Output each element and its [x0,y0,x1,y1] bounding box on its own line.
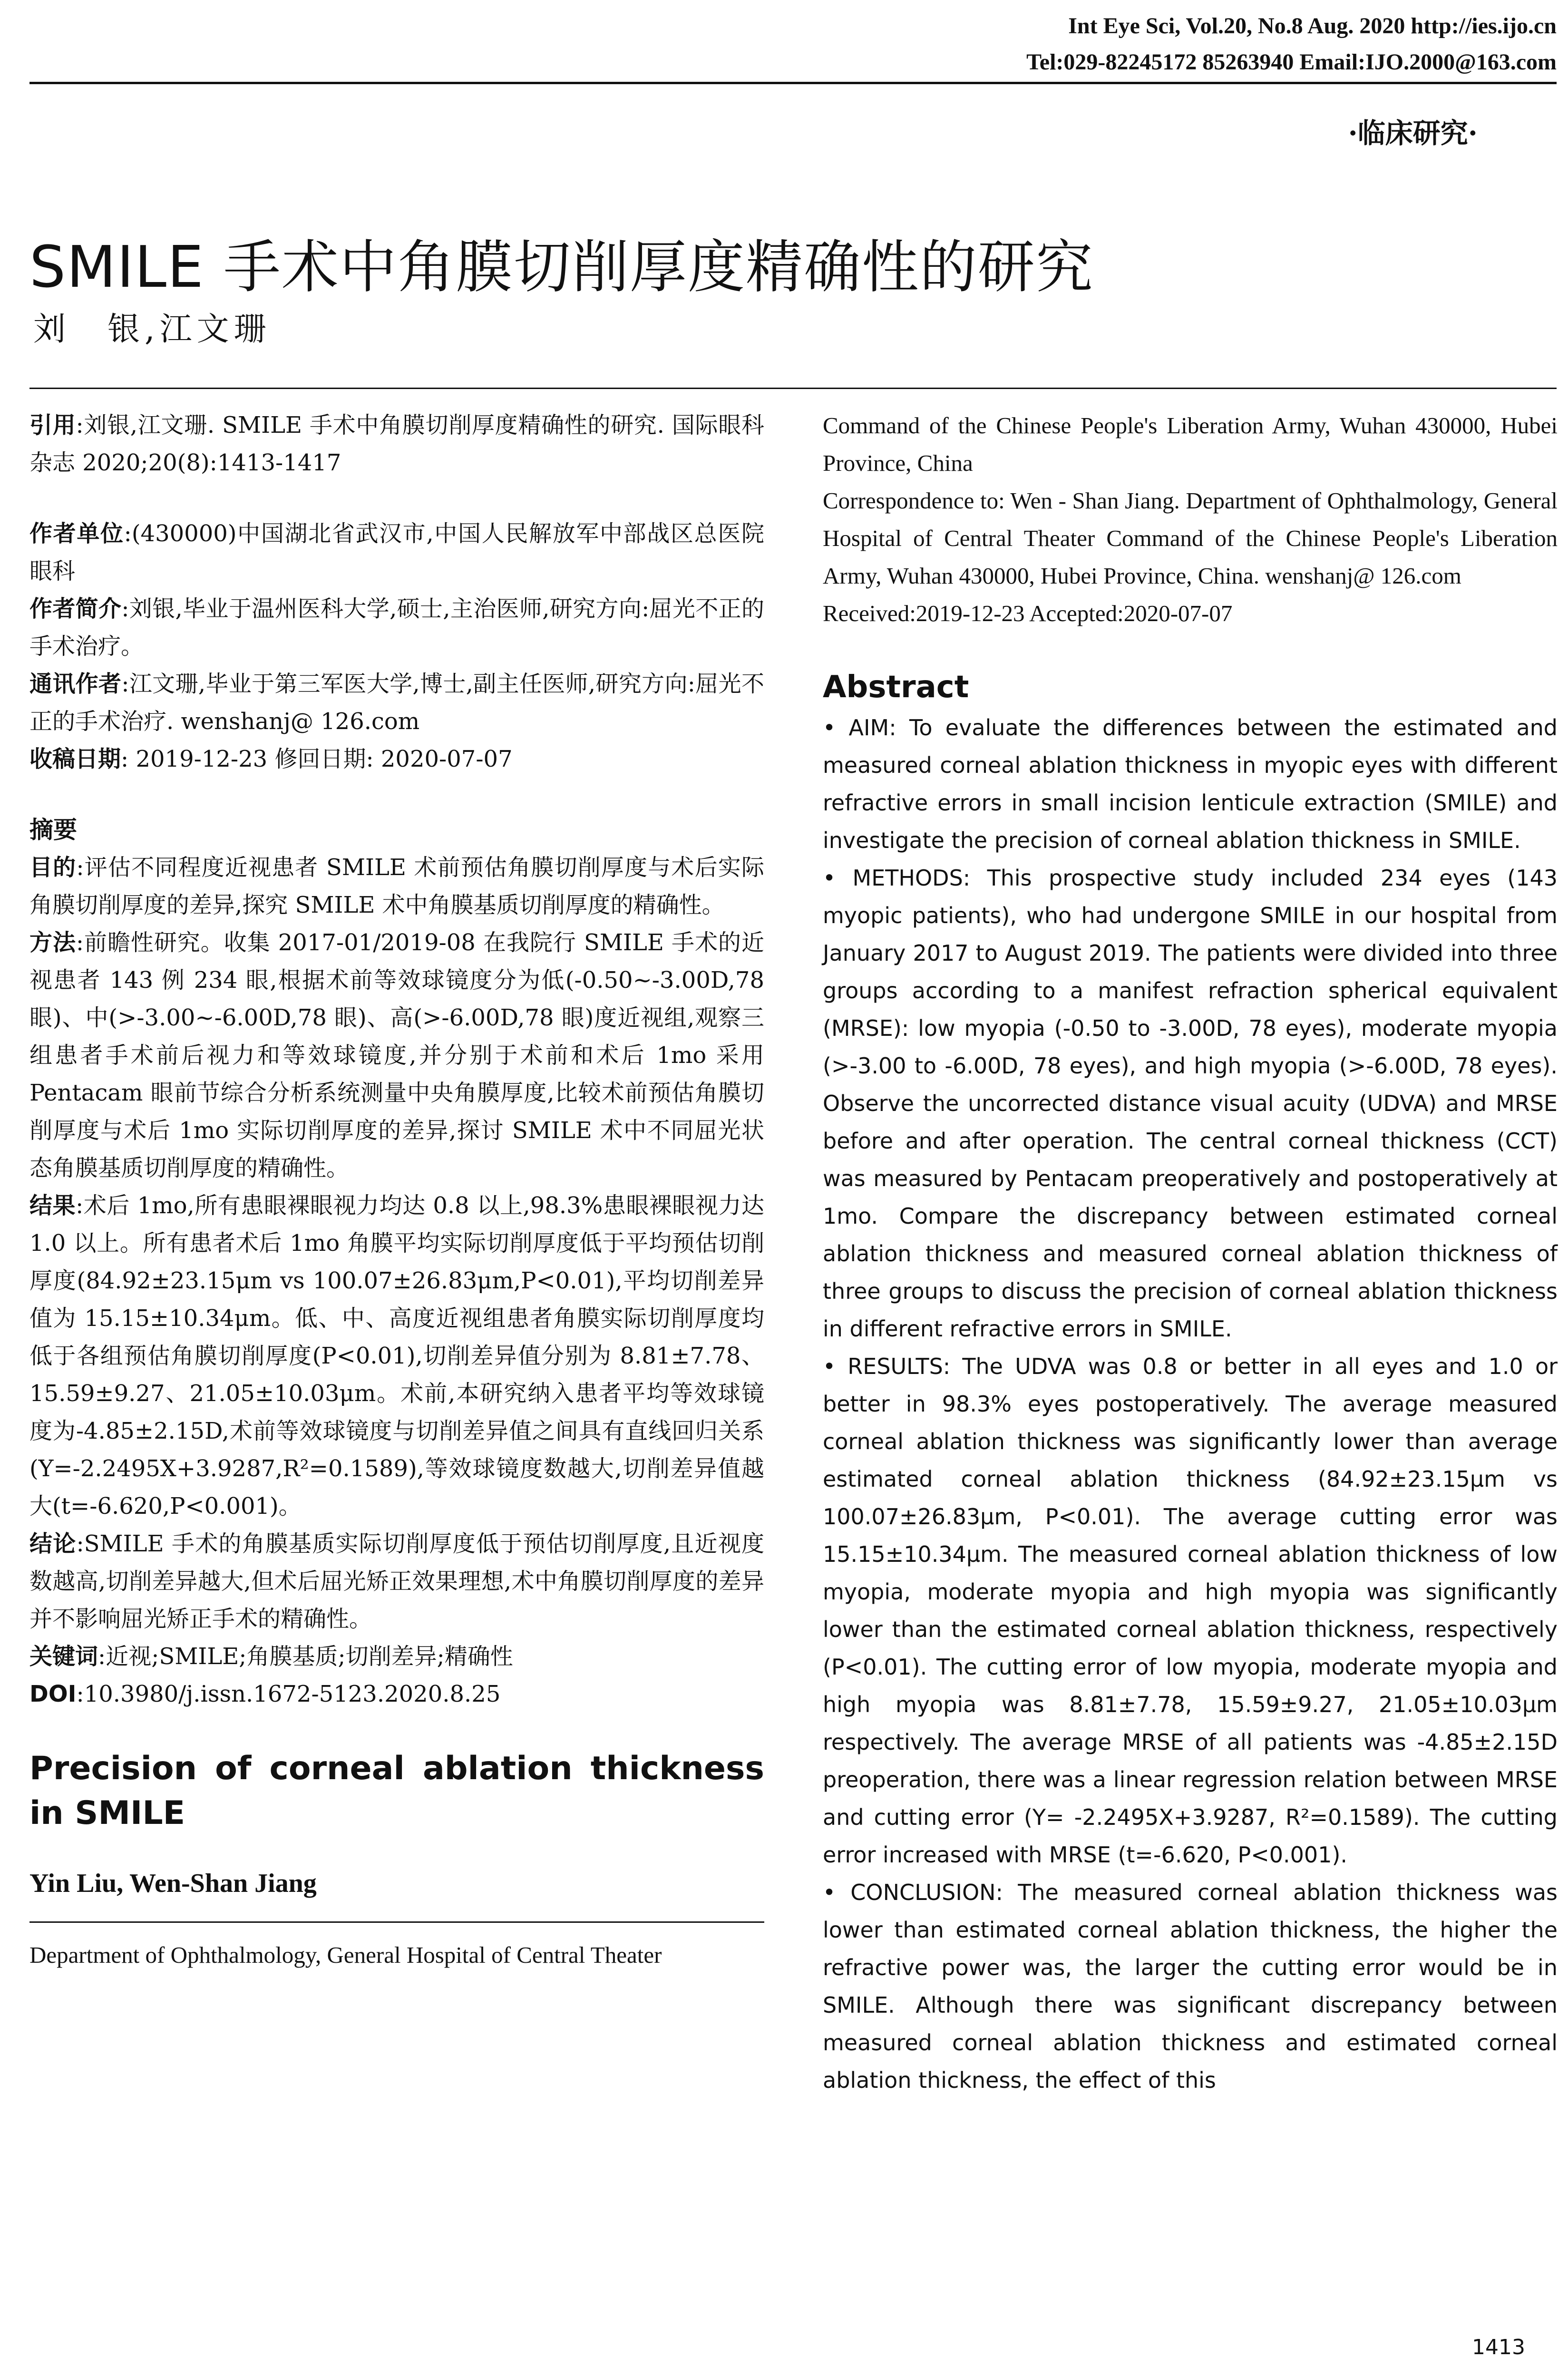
abstract-en-conclusion: • CONCLUSION: The measured corneal ablation thickness was lower than estimated corneal ablation thickness, the higher the refractive power was, the larger the cutting error would be in SMILE. Although there was significant discrepancy between measured corneal ablation thickness and estimated corneal ablation thickness, the effect of this [823,1880,1558,2093]
abstract-cn-methods: 方法:前瞻性研究。收集 2017-01/2019-08 在我院行 SMILE 手术的近视患者 143 例 234 眼,根据术前等效球镜度分为低(-0.50~-3.00D,78 眼)、中(>-3.00~-6.00D,78 眼)、高(>-6.00D,78 眼)度近视组,观察三组患者手术前后视力和等效球镜度,并分别于术前和术后 1mo 采用 Pentacam 眼前节综合分析系统测量中央角膜厚度,比较术前预估角膜切削厚度与术后 1mo 实际切削厚度的差异,探讨 SMILE 术中不同屈光状态角膜基质切削厚度的精确性。 [29,929,764,1181]
abstract-cn-heading: 摘要 [29,816,77,844]
abstract-cn-aim: 目的:评估不同程度近视患者 SMILE 术前预估角膜切削厚度与术后实际角膜切削厚度的差异,探究 SMILE 术中角膜基质切削厚度的精确性。 [29,854,764,918]
abstract-en-aim: • AIM: To evaluate the differences between the estimated and measured corneal ablation thickness in myopic eyes with different refractive errors in small incision lenticule extraction (SMILE) and investigate the precision of corneal ablation thickness in SMILE. [823,715,1558,853]
abstract-en-results: • RESULTS: The UDVA was 0.8 or better in all eyes and 1.0 or better in 98.3% eyes postoperatively. The average measured corneal ablation thickness was significantly lower than average estimated corneal ablation thickness (84.92±23.15μm vs 100.07±26.83μm, P<0.01). The average cutting error was 15.15±10.34μm. The measured corneal ablation thickness of low myopia, moderate myopia and high myopia was significantly lower than the estimated corneal ablation thickness, respectively (P<0.01). The cutting error of low myopia, moderate myopia and high myopia was 8.81±7.78, 15.59±9.27, 21.05±10.03μm respectively. The average MRSE of all patients was -4.85±2.15D preoperation, there was a linear regression relation between MRSE and cutting error (Y= -2.2495X+3.9287, R²=0.1589). The cutting error increased with MRSE (t=-6.620, P<0.001). [823,1354,1558,1868]
english-title: Precision of corneal ablation thickness in SMILE [29,1750,764,1832]
abstract-en-methods: • METHODS: This prospective study included 234 eyes (143 myopic patients), who had undergone SMILE in our hospital from January 2017 to August 2019. The patients were divided into three groups according to a manifest refraction spherical equivalent (MRSE): low myopia (-0.50 to -3.00D, 78 eyes), moderate myopia (>-3.00 to -6.00D, 78 eyes), and high myopia (>-6.00D, 78 eyes). Observe the uncorrected distance visual acuity (UDVA) and MRSE before and after operation. The central corneal thickness (CCT) was measured by Pentacam preoperatively and postoperatively at 1mo. Compare the discrepancy between estimated corneal ablation thickness and measured corneal ablation thickness of three groups to discuss the precision of corneal ablation thickness in different refractive errors in SMILE. [823,865,1558,1342]
abstract-cn-conclusion: 结论:SMILE 手术的角膜基质实际切削厚度低于预估切削厚度,且近视度数越高,切削差异越大,但术后屈光矫正效果理想,术中角膜切削厚度的差异并不影响屈光矫正手术的精确性。 [29,1530,764,1632]
affiliation: 作者单位:(430000)中国湖北省武汉市,中国人民解放军中部战区总医院眼科 [29,520,764,585]
doi: DOI:10.3980/j.issn.1672-5123.2020.8.25 [29,1681,501,1707]
citation: 引用:刘银,江文珊. SMILE 手术中角膜切削厚度精确性的研究. 国际眼科杂志 2020;20(8):1413-1417 [29,412,764,476]
journal-header-line2: Tel:029-82245172 85263940 Email:IJO.2000@163.com [1026,49,1557,75]
author-intro: 作者简介:刘银,毕业于温州医科大学,硕士,主治医师,研究方向:屈光不正的手术治疗。 [29,595,764,660]
article-title: SMILE 手术中角膜切削厚度精确性的研究 [29,234,1094,301]
authors-cn: 刘 银,江文珊 [33,311,271,348]
section-tag: ·临床研究· [1348,117,1478,149]
received-accepted: Received:2019-12-23 Accepted:2020-07-07 [823,600,1233,626]
english-affiliation-continued: Command of the Chinese People's Liberation Army, Wuhan 430000, Hubei Province, China [823,412,1558,476]
abstract-en-heading: Abstract [823,670,969,705]
header-rule [29,82,1557,84]
abstract-cn-results: 结果:术后 1mo,所有患眼裸眼视力均达 0.8 以上,98.3%患眼裸眼视力达 1.0 以上。所有患者术后 1mo 角膜平均实际切削厚度低于平均预估切削厚度(84.92±23.15μm vs 100.07±26.83μm,P<0.01),平均切削差异值为 15.15±10.34μm。低、中、高度近视组患者角膜实际切削厚度均低于各组预估角膜切削厚度(P<0.01),切削差异值分别为 8.81±7.78、15.59±9.27、21.05±10.03μm。术前,本研究纳入患者平均等效球镜度为-4.85±2.15D,术前等效球镜度与切削差异值之间具有直线回归关系(Y=-2.2495X+3.9287,R²=0.1589),等效球镜度数越大,切削差异值越大(t=-6.620,P<0.001)。 [29,1192,764,1520]
right-column [823,407,1558,2099]
english-authors: Yin Liu, Wen-Shan Jiang [29,1869,317,1898]
dates: 收稿日期: 2019-12-23 修回日期: 2020-07-07 [29,746,513,772]
corresponding-author: 通讯作者:江文珊,毕业于第三军医大学,博士,副主任医师,研究方向:屈光不正的手术治疗. wenshanj@ 126.com [29,671,764,735]
correspondence: Correspondence to: Wen - Shan Jiang. Department of Ophthalmology, General Hospital of Central Theater Command of the Chinese People's Liberation Army, Wuhan 430000, Hubei Province, China. wenshanj@ 126.com [823,487,1558,589]
page-number: 1413 [1472,2335,1525,2359]
journal-header-line1: Int Eye Sci, Vol.20, No.8 Aug. 2020 http://ies.ijo.cn [1068,13,1557,39]
english-affiliation-start: Department of Ophthalmology, General Hospital of Central Theater [29,1942,662,1968]
left-column [29,407,764,1974]
title-rule [29,388,1557,389]
keywords: 关键词:近视;SMILE;角膜基质;切削差异;精确性 [29,1643,513,1670]
